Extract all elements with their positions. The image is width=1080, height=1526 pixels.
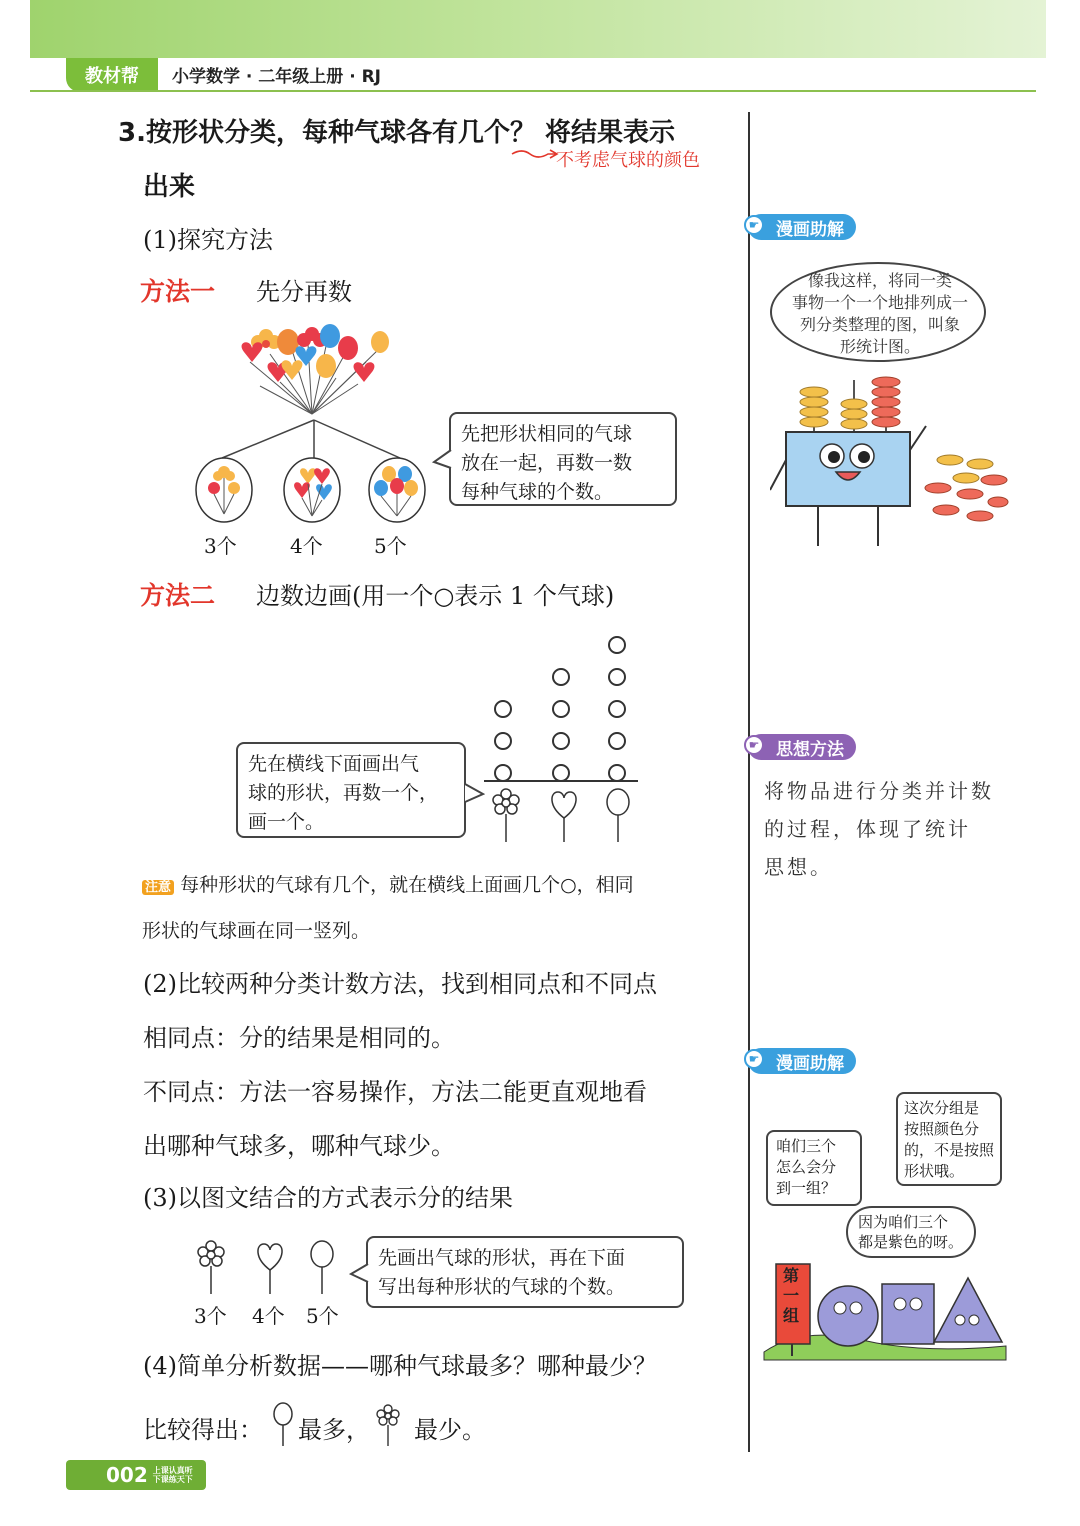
pointing-hand-icon: ☛ [744,735,764,755]
step2-diff-line1: 不同点：方法一容易操作，方法二能更直观地看 [143,1078,647,1106]
tally-circle [494,700,512,718]
step4-label: (4)简单分析数据——哪种气球最多？哪种最少？ [143,1352,657,1380]
tally-circle [608,668,626,686]
note-line2: 形状的气球画在同一竖列。 [142,920,371,942]
group-sign: 第一组 [782,1266,799,1325]
footer-page-badge [66,1460,206,1490]
bubble-line: 这次分组是 [904,1099,980,1117]
bubble-line: 怎么会分 [776,1158,837,1176]
header-rule [30,90,1036,92]
method1-name: 方法一 [140,277,216,306]
count-heart: 4个 [290,534,323,558]
pointing-hand-icon: ☛ [744,215,764,235]
abacus-character-illustration [770,360,1010,556]
note-line1 [142,870,634,897]
tag-label: 漫画助解 [776,219,844,240]
callout-line: 先在横线下面画出气 [248,753,420,775]
comic-bubble-b [896,1092,1002,1186]
question-title-line2: 出来 [143,172,196,202]
bubble-line: 形统计图。 [839,337,920,356]
column-divider [748,112,750,1452]
bubble-line: 都是紫色的呀。 [858,1233,964,1251]
heart-balloon-icon [546,790,582,844]
slogan-line: 上课认真听 [152,1466,193,1475]
thinking-line: 将物品进行分类并计数 [764,779,994,803]
flower-balloon-icon [374,1404,402,1448]
thinking-text [764,772,994,886]
step3-label: (3)以图文结合的方式表示分的结果 [143,1184,513,1212]
method2-callout [236,742,466,838]
group-oval-heart [282,456,342,524]
count-round: 5个 [374,534,407,558]
step1-label: (1)探究方法 [143,226,273,254]
tally-circle [552,700,570,718]
bubble-line: 事物一个一个地排列成一 [791,293,968,312]
tally-circle [608,636,626,654]
tag-label: 漫画助解 [776,1053,844,1074]
round-balloon-icon [306,1240,338,1296]
bubble-line: 形状哦。 [904,1162,965,1180]
callout-line: 放在一起，再数一数 [461,452,633,474]
header-badge: 教材帮 [66,58,158,92]
callout-line: 先画出气球的形状，再在下面 [378,1247,626,1269]
comic-bubble-text [780,270,980,358]
tally-circle [608,732,626,750]
bubble-line: 因为咱们三个 [858,1213,949,1231]
count-round: 5个 [306,1304,339,1328]
sidebar-tag-thinking [748,734,856,760]
heart-balloon-icon [252,1242,288,1296]
sidebar-tag-comic-2 [748,1048,856,1074]
step2-same: 相同点：分的结果是相同的。 [143,1024,455,1052]
method2-name: 方法二 [140,581,216,610]
question-hint: 不考虑气球的颜色 [556,150,700,171]
callout-pointer-icon [463,782,485,806]
thinking-line: 思想。 [764,855,833,879]
bubble-line: 像我这样，将同一类 [807,271,952,290]
tag-label: 思想方法 [776,739,844,760]
step4-conclusion-prefix: 比较得出： [143,1416,263,1444]
comic-bubble-a [766,1130,862,1206]
hint-arrow-icon [510,146,560,162]
method1-desc: 先分再数 [256,278,352,306]
tally-circle [552,668,570,686]
step3-callout [366,1236,684,1308]
bubble-line: 按照颜色分 [904,1120,980,1138]
note-tag: 注意 [142,880,174,895]
callout-pointer-icon [349,1262,369,1286]
step4-least: 最少。 [414,1416,486,1444]
thinking-line: 的过程，体现了统计 [764,817,971,841]
bubble-line: 到一组？ [776,1179,837,1197]
group-oval-round [367,456,427,524]
bubble-line: 列分类整理的图，叫象 [799,315,960,334]
comic-bubble-c [846,1206,976,1258]
flower-balloon-icon [488,788,524,844]
count-flower: 3个 [204,534,237,558]
balloon-bunch-illustration [230,322,400,418]
callout-line: 每种气球的个数。 [461,481,614,503]
sidebar-tag-comic-1 [748,214,856,240]
header-band [30,0,1046,58]
round-balloon-icon [602,788,634,844]
footer-slogan [153,1466,193,1484]
step2-diff-line2: 出哪种气球多，哪种气球少。 [143,1132,455,1160]
bubble-line: 的，不是按照 [904,1141,995,1159]
step2-label: (2)比较两种分类计数方法，找到相同点和不同点 [143,970,657,998]
header-subtitle: 小学数学 · 二年级上册 · RJ [172,67,382,87]
tally-circle [608,700,626,718]
callout-line: 球的形状，再数一个， [248,782,439,804]
callout-pointer-icon [432,448,452,472]
round-balloon-icon [270,1402,296,1448]
count-flower: 3个 [194,1304,227,1328]
tally-baseline [484,780,638,782]
bubble-line: 咱们三个 [776,1137,837,1155]
tally-circle [494,732,512,750]
tally-circle [552,732,570,750]
count-heart: 4个 [252,1304,285,1328]
pointing-hand-icon: ☛ [744,1049,764,1069]
page-number: 002 [106,1463,148,1487]
slogan-line: 下课练天下 [152,1475,193,1484]
callout-line: 写出每种形状的气球的个数。 [378,1276,626,1298]
question-title-line1: 3.按形状分类，每种气球各有几个？ 将结果表示 [118,118,676,148]
method1-callout [449,412,677,506]
note-text: 每种形状的气球有几个，就在横线上面画几个○，相同 [180,874,634,896]
method2-desc: 边数边画(用一个○表示 1 个气球) [256,582,615,610]
callout-line: 画一个。 [248,811,325,833]
flower-balloon-icon [194,1240,228,1296]
step4-most: 最多， [298,1416,370,1444]
group-oval-flower [194,456,254,524]
callout-line: 先把形状相同的气球 [461,423,633,445]
tally-chart [480,628,640,778]
